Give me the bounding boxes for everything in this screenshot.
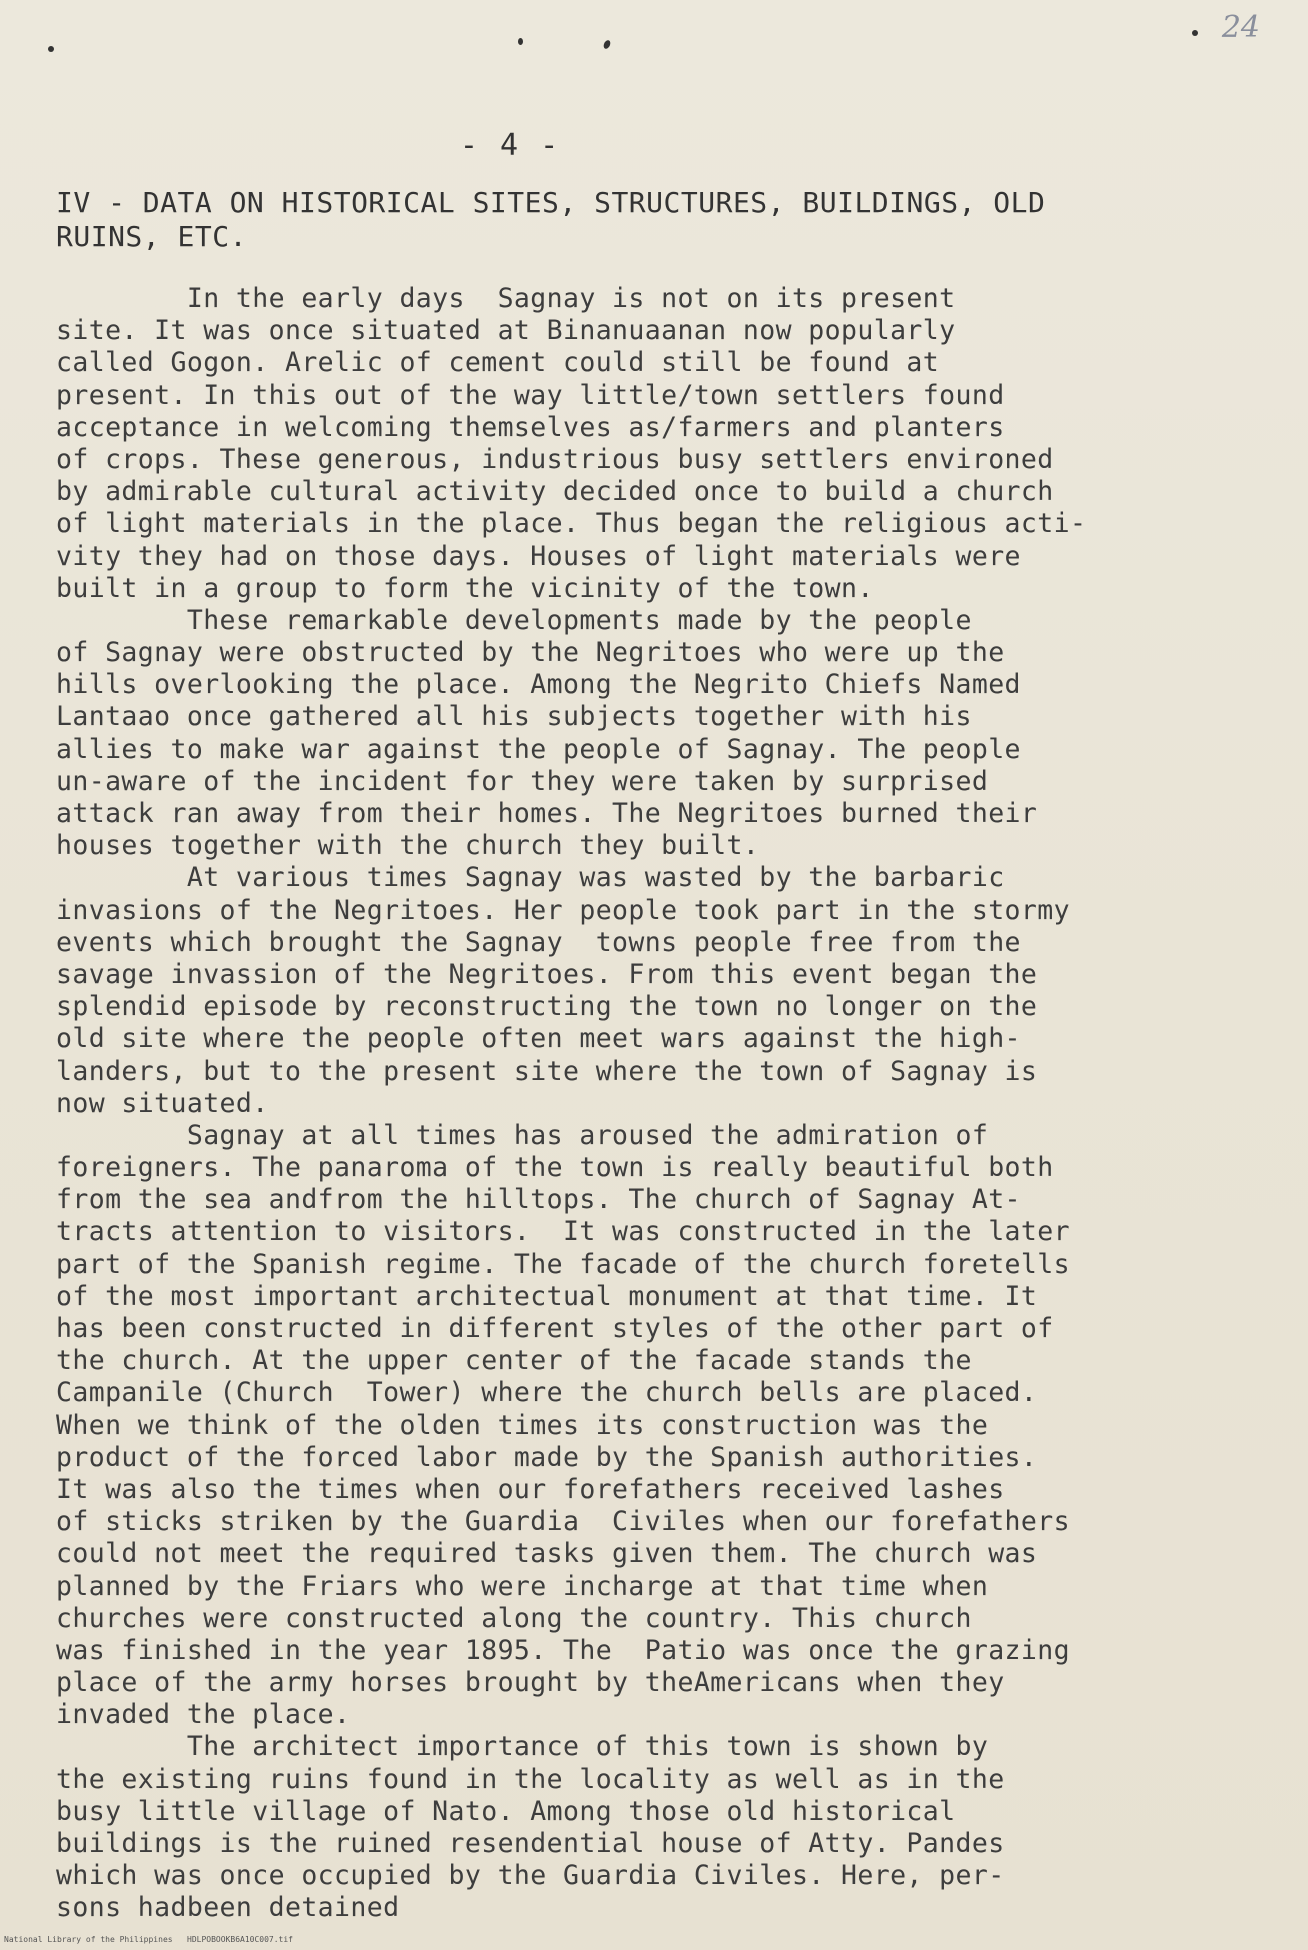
text-line: sons hadbeen detained — [56, 1892, 400, 1924]
text-line: of Sagnay were obstructed by the Negritoes who were up the — [56, 637, 1005, 669]
text-line: of crops. These generous, industrious busy settlers environed — [56, 443, 1054, 475]
text-line: allies to make war against the people of Sagnay. The people — [56, 733, 1021, 765]
text-line: built in a group to form the vicinity of the town. — [56, 572, 874, 604]
text-line: product of the forced labor made by the Spanish authorities. — [56, 1441, 1038, 1473]
text-line: At various times Sagnay was wasted by the barbaric — [56, 862, 1005, 894]
text-line: of the most important architectual monument at that time. It — [56, 1280, 1038, 1312]
text-line: landers, but to the present site where the town of Sagnay is — [56, 1055, 1038, 1087]
text-line: site. It was once situated at Binanuaanan now popularly — [56, 315, 956, 347]
text-line: invaded the place. — [56, 1699, 351, 1731]
ink-speck — [48, 46, 54, 52]
text-line: of light materials in the place. Thus began the religious acti- — [56, 508, 1087, 540]
text-line: foreigners. The panaroma of the town is really beautiful both — [56, 1152, 1054, 1184]
text-line: buildings is the ruined resendential house of Atty. Pandes — [56, 1828, 1005, 1859]
text-line: present. In this out of the way little/town settlers found — [56, 379, 1005, 411]
ink-speck — [1192, 30, 1198, 36]
heading-line: RUINS, ETC. — [56, 220, 247, 253]
text-line: attack ran away from their homes. The Negritoes burned their — [56, 798, 1038, 829]
text-line: tracts attention to visitors. It was constructed in the later — [56, 1216, 1070, 1248]
text-line: has been constructed in different styles of the other part of — [56, 1313, 1054, 1344]
text-line: called Gogon. Arelic of cement could still be found at — [56, 347, 940, 379]
section-heading — [56, 186, 1266, 254]
text-line: planned by the Friars who were incharge at that time when — [56, 1570, 989, 1602]
text-line: acceptance in welcoming themselves as/farmers and planters — [56, 411, 1005, 443]
text-line: part of the Spanish regime. The facade of the church foretells — [56, 1248, 1070, 1280]
text-line: Lantaao once gathered all his subjects together with his — [56, 701, 972, 733]
text-line: invasions of the Negritoes. Her people took part in the stormy — [56, 894, 1070, 926]
text-line: the church. At the upper center of the facade stands the — [56, 1345, 972, 1377]
text-line: events which brought the Sagnay towns people free from the — [56, 926, 1021, 958]
text-line: splendid episode by reconstructing the town no longer on the — [56, 991, 1038, 1023]
text-line: old site where the people often meet wars against the high- — [56, 1023, 1021, 1055]
text-line: was finished in the year 1895. The Patio was once the grazing — [56, 1634, 1070, 1666]
text-line: savage invassion of the Negritoes. From this event began the — [56, 958, 1038, 990]
text-line: now situated. — [56, 1087, 269, 1119]
text-line: Campanile (Church Tower) where the church bells are placed. — [56, 1377, 1038, 1409]
heading-line: IV - DATA ON HISTORICAL SITES, STRUCTURES, BUILDINGS, OLD — [56, 186, 1046, 219]
text-line: When we think of the olden times its construction was the — [56, 1409, 989, 1441]
page-number: - 4 - — [459, 128, 561, 163]
text-line: which was once occupied by the Guardia Civiles. Here, per- — [56, 1860, 1005, 1892]
text-line: could not meet the required tasks given them. The church was — [56, 1538, 1038, 1570]
text-line: hills overlooking the place. Among the Negrito Chiefs Named — [56, 669, 1021, 701]
text-line: It was also the times when our forefathers received lashes — [56, 1473, 1005, 1505]
text-line: vity they had on those days. Houses of light materials were — [56, 540, 1021, 572]
text-line: busy little village of Nato. Among those old historical — [56, 1795, 956, 1827]
text-line: Sagnay at all times has aroused the admiration of — [56, 1119, 989, 1151]
text-line: of sticks striken by the Guardia Civiles when our forefathers — [56, 1506, 1070, 1538]
text-line: houses together with the church they built. — [56, 830, 760, 862]
text-line: churches were constructed along the country. This church — [56, 1602, 972, 1634]
text-line: These remarkable developments made by the people — [56, 604, 972, 636]
text-line: un-aware of the incident for they were taken by surprised — [56, 765, 989, 797]
ink-speck — [602, 39, 611, 50]
text-line: In the early days Sagnay is not on its present — [56, 283, 956, 314]
text-line: by admirable cultural activity decided once to build a church — [56, 476, 1054, 508]
text-line: The architect importance of this town is shown by — [56, 1731, 989, 1763]
footer-caption: National Library of the Philippines HDLPOBOOKB6A10C007.tif — [4, 1935, 293, 1944]
ink-speck — [518, 38, 523, 45]
text-line: the existing ruins found in the locality as well as in the — [56, 1763, 1005, 1795]
archive-page-mark: 24 — [1221, 10, 1260, 45]
text-line: place of the army horses brought by theAmericans when they — [56, 1667, 1005, 1699]
body-text — [56, 283, 1286, 1925]
text-line: from the sea andfrom the hilltops. The church of Sagnay At- — [56, 1184, 1021, 1216]
